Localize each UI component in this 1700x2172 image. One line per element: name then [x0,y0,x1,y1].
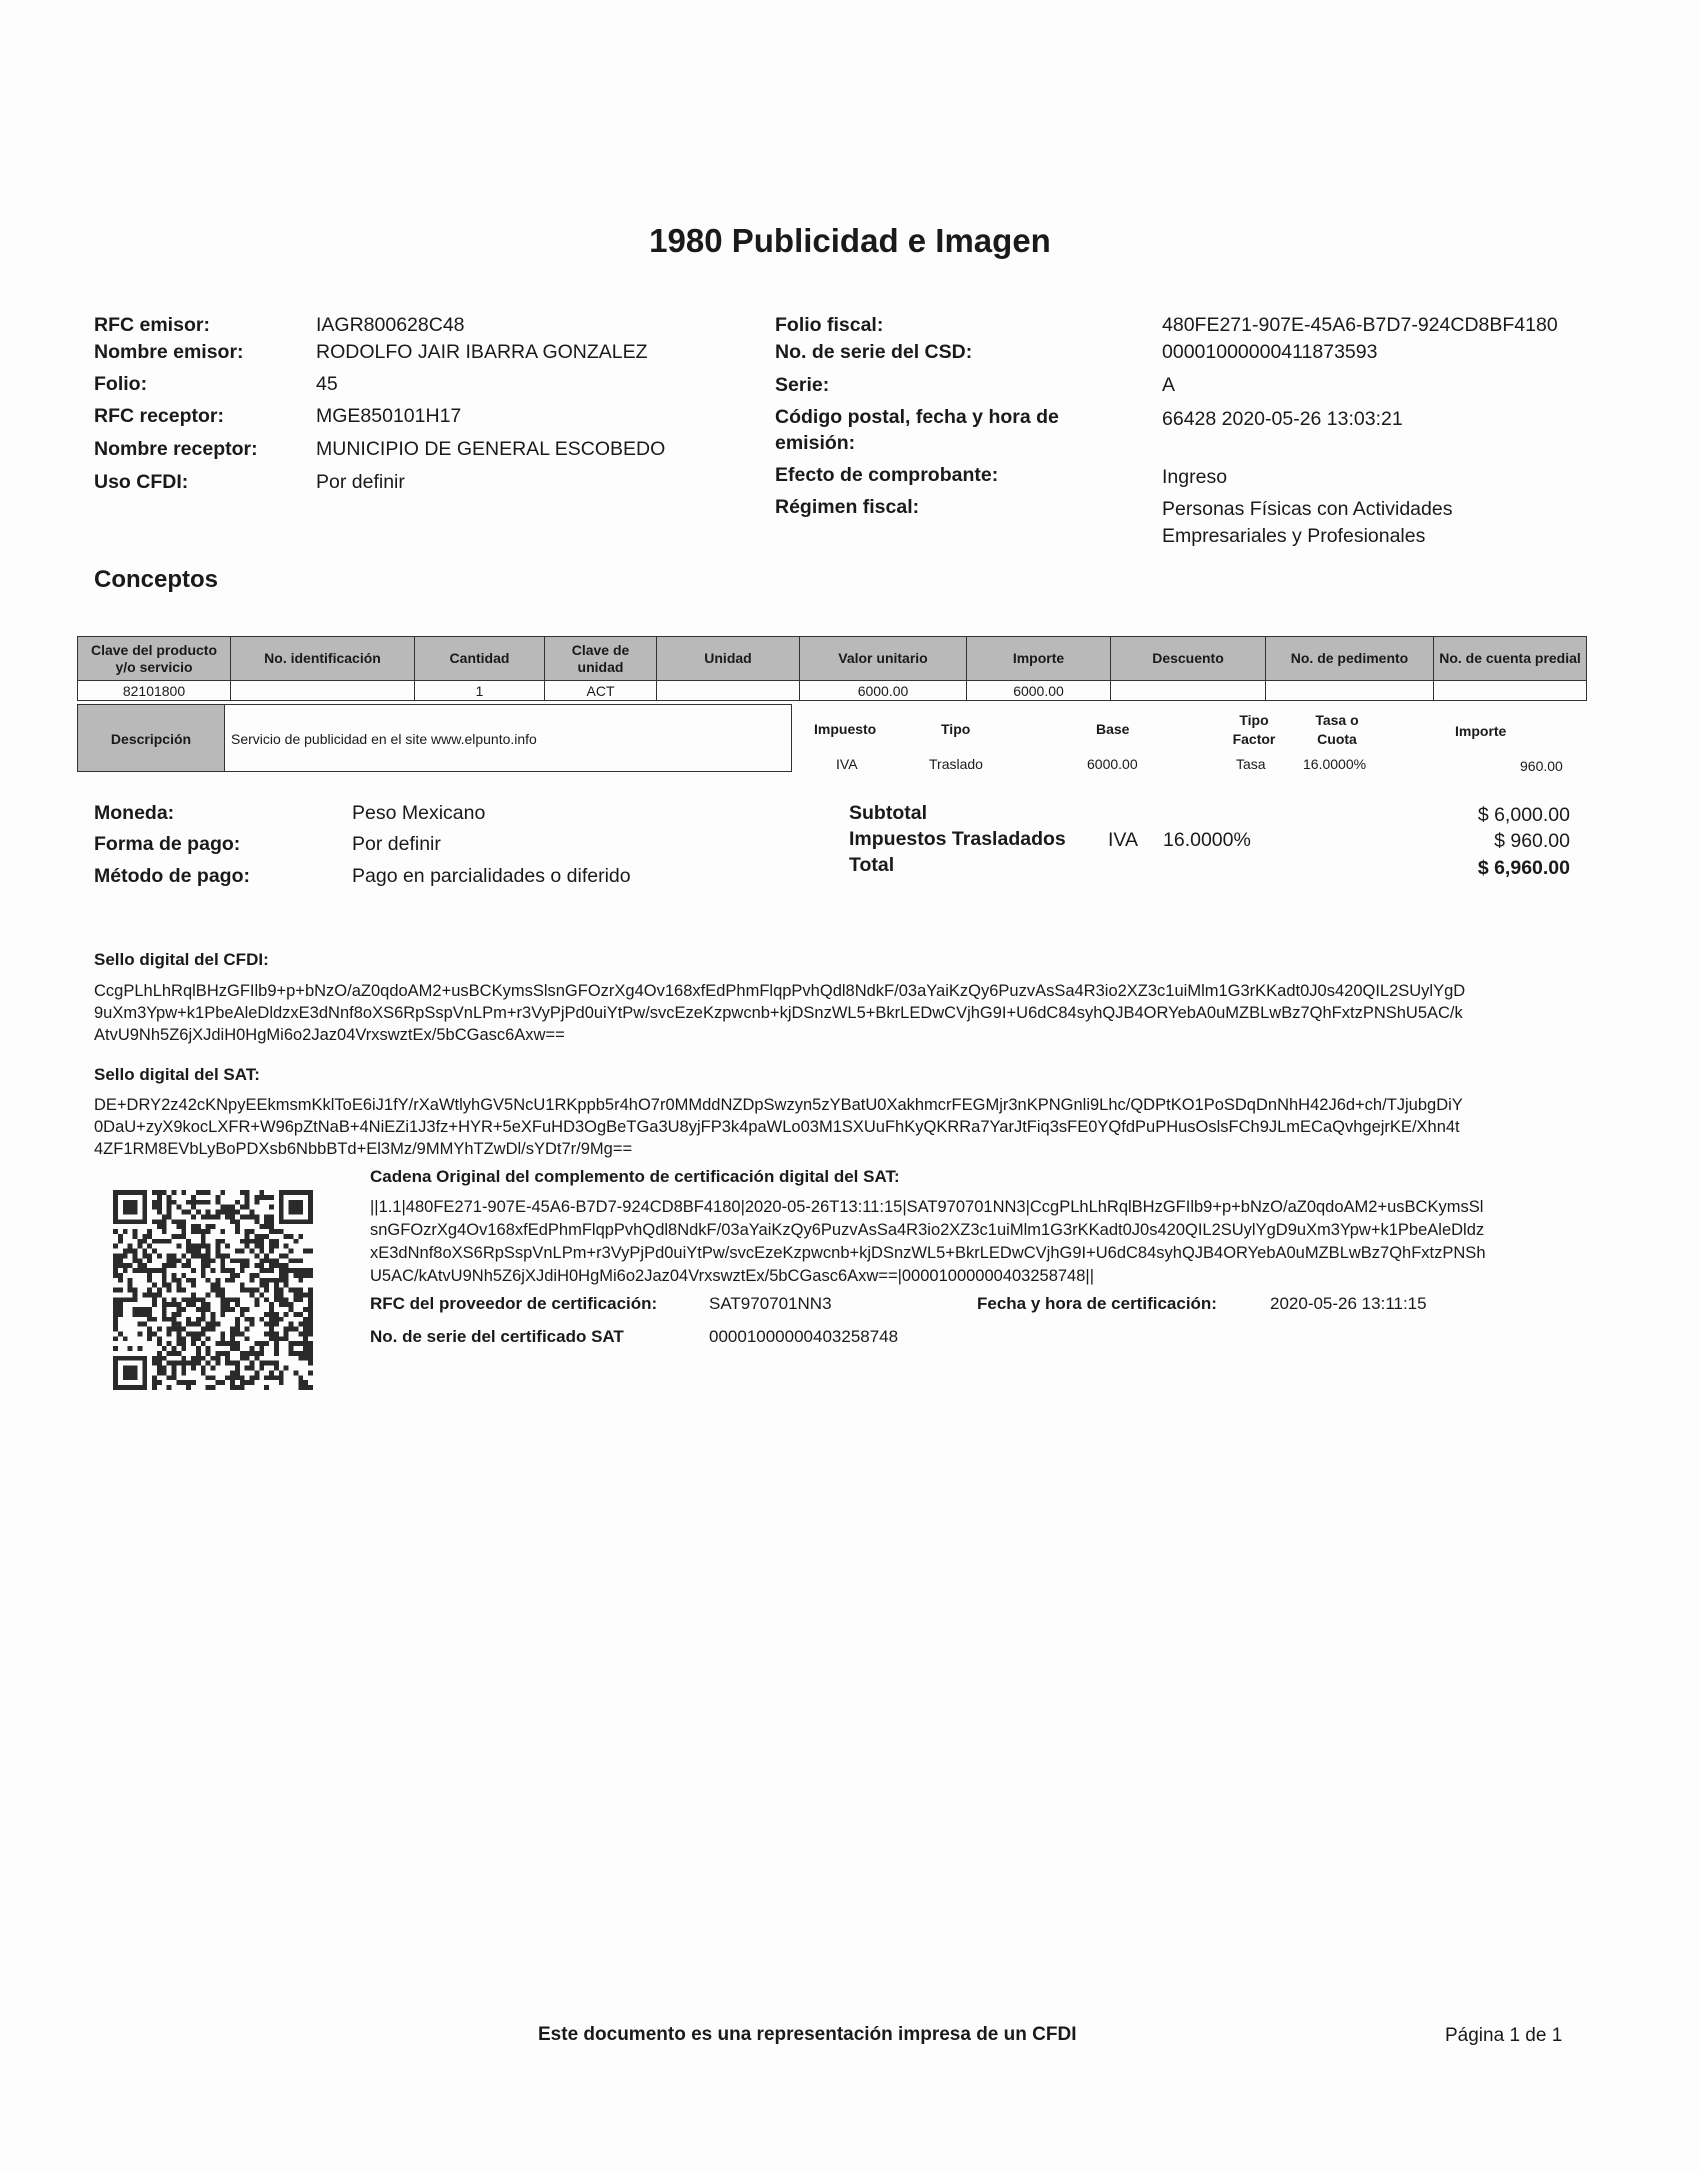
col-clave-unidad: Clave de unidad [545,637,657,681]
cell-descuento [1111,681,1266,701]
field-label: Nombre emisor: [94,341,244,363]
tax-tipo: Traslado [929,756,983,772]
col-importe: Importe [967,637,1111,681]
sello-sat-line: 0DaU+zyX9kocLXFR+W96pZtNaB+4NiEZi1J3fz+HYR+5eXFuHD3OgBeTGa3U8yjFP3k4paWLo03M1SXUuFhKyQKRRa7YarJtFiq3sFE0YQfdPuPHusOslsFCh9JLmECaQvhgejrKE/Xhn4t [94,1118,1460,1136]
sello-cfdi-line: AtvU9Nh5Z6jXJdiH0HgMi6o2Jaz04VrxswztEx/5bCGasc6Axw== [94,1026,565,1044]
cell-clave: 82101800 [78,681,231,701]
col-no-identificacion: No. identificación [231,637,415,681]
impuestos-label: Impuestos Trasladados [849,828,1066,850]
csd-value: 00001000000411873593 [1162,341,1378,363]
emisor-field [94,373,338,396]
serie-certificado-value: 00001000000403258748 [709,1327,899,1346]
cell-cantidad: 1 [415,681,545,701]
sello-sat-line: 4ZF1RM8EVbLyBoPDXsb6NbbBTd+El3Mz/9MMYhTZwDl/sYDt7r/9Mg== [94,1140,633,1158]
serie-certificado-label: No. de serie del certificado SAT [370,1327,624,1346]
payment-field [94,802,485,825]
field-label: Moneda: [94,802,175,824]
tax-header-impuesto: Impuesto [814,721,877,737]
total-value: $ 6,960.00 [1477,857,1570,879]
emisor-field [94,314,465,337]
regimen-label: Régimen fiscal: [775,496,920,518]
impuestos-tipo: IVA [1108,829,1138,851]
payment-field [94,833,441,856]
field-label: Forma de pago: [94,833,241,855]
field-value: Pago en parcialidades o diferido [352,865,631,887]
folio-fiscal-label: Folio fiscal: [775,314,884,336]
cadena-value [370,1196,1590,1288]
emisor-field [94,438,665,461]
regimen-value-line2: Empresariales y Profesionales [1162,525,1426,547]
sello-sat-value [94,1094,1604,1160]
subtotal-value: $ 6,000.00 [1477,804,1570,826]
tax-importe: 960.00 [1520,758,1563,774]
cp-label-line2: emisión: [775,432,856,454]
cell-no-ident [231,681,415,701]
descripcion-label: Descripción [77,704,225,772]
cadena-line: U5AC/kAtvU9Nh5Z6jXJdiH0HgMi6o2Jaz04VrxswztEx/5bCGasc6Axw==|00001000000403258748|| [370,1267,1094,1285]
field-label: RFC receptor: [94,405,225,427]
field-value: RODOLFO JAIR IBARRA GONZALEZ [316,341,648,363]
sello-sat-label: Sello digital del SAT: [94,1065,260,1084]
col-cuenta-predial: No. de cuenta predial [1434,637,1587,681]
fecha-certificacion-value: 2020-05-26 13:11:15 [1270,1294,1427,1313]
emisor-field [94,471,405,494]
conceptos-table [77,636,1587,701]
impuestos-tasa: 16.0000% [1163,829,1251,851]
col-valor-unitario: Valor unitario [800,637,967,681]
document-title: 1980 Publicidad e Imagen [649,222,1051,259]
col-unidad: Unidad [657,637,800,681]
field-value: 45 [316,373,338,395]
field-value: MGE850101H17 [316,405,462,427]
qr-code-icon [112,1190,314,1390]
regimen-value-line1: Personas Físicas con Actividades [1162,498,1453,520]
emisor-field [94,405,461,428]
field-label: Folio: [94,373,148,395]
csd-label: No. de serie del CSD: [775,341,973,363]
folio-fiscal-value: 480FE271-907E-45A6-B7D7-924CD8BF4180 [1162,314,1558,336]
field-value: Por definir [316,471,405,493]
tax-header-tasa: Tasa o Cuota [1315,712,1359,747]
field-value: Peso Mexicano [352,802,486,824]
descripcion-value: Servicio de publicidad en el site www.elpunto.info [224,704,792,772]
field-value: Por definir [352,833,441,855]
efecto-value: Ingreso [1162,466,1228,488]
cadena-line: xE3dNnf8oXS6RpSspVnLPm+r3VyPjPd0uiYtPw/svcEzeKzpwcnb+kjDSnzWL5+BkrLEDwCVjhG9I+U6dC84syhQJB4ORYebA0uMZBLwBz7QhFxtzPNSh [370,1244,1486,1262]
field-label: Método de pago: [94,865,250,887]
rfc-proveedor-value: SAT970701NN3 [709,1294,832,1313]
cadena-line: snGFOzrXg4Ov168xfEdPhmFlqpPvhQdl8NdkF/03aYaiKzQy6PuzvAsSa4R3io2XZ3c1uiMlm1G3rKKadt0J0s420QIL2SUylYgD9uXm3Ypw+k1PbeAleDldz [370,1221,1485,1239]
efecto-label: Efecto de comprobante: [775,464,999,486]
cell-clave-unidad: ACT [545,681,657,701]
rfc-proveedor-label: RFC del proveedor de certificación: [370,1294,658,1313]
field-label: Uso CFDI: [94,471,189,493]
total-label: Total [849,854,895,876]
sello-cfdi-label: Sello digital del CFDI: [94,950,269,969]
sello-cfdi-line: CcgPLhLhRqlBHzGFIlb9+p+bNzO/aZ0qdoAM2+usBCKymsSlsnGFOzrXg4Ov168xfEdPhmFlqpPvhQdl8NdkF/03aYaiKzQy6PuzvAsSa4R3io2XZ3c1uiMlm1G3rKKadt0J0s420QIL2SUylYgD [94,982,1466,1000]
field-value: MUNICIPIO DE GENERAL ESCOBEDO [316,438,666,460]
sello-sat-line: DE+DRY2z42cKNpyEEkmsmKklToE6iJ1fY/rXaWtlyhGV5NcU1RKppb5r4hO7r0MMddNZDpSwzyn5zYBatU0XakhmcrFEGMjr3nKPNGnli9Lhc/QDPtKO1PoSDqDnNhH42J6d+ch/TJjubgDiY [94,1096,1463,1114]
cell-importe: 6000.00 [967,681,1111,701]
field-label: RFC emisor: [94,314,210,336]
sello-cfdi-value [94,980,1604,1046]
cp-label-line1: Código postal, fecha y hora de [775,406,1059,428]
cadena-label: Cadena Original del complemento de certificación digital del SAT: [370,1167,900,1186]
tax-impuesto: IVA [836,756,858,772]
footer-note: Este documento es una representación impresa de un CFDI [538,2024,1077,2045]
cp-value: 66428 2020-05-26 13:03:21 [1162,408,1403,430]
fecha-certificacion-label: Fecha y hora de certificación: [977,1294,1217,1313]
conceptos-heading: Conceptos [94,566,219,593]
col-cantidad: Cantidad [415,637,545,681]
cell-cuenta-predial [1434,681,1587,701]
col-descuento: Descuento [1111,637,1266,681]
tax-header-importe: Importe [1455,723,1507,739]
col-clave-producto: Clave del producto y/o servicio [78,637,231,681]
serie-value: A [1162,374,1176,396]
field-value: IAGR800628C48 [316,314,465,336]
payment-field [94,865,631,888]
sello-cfdi-line: 9uXm3Ypw+k1PbeAleDldzxE3dNnf8oXS6RpSspVnLPm+r3VyPjPd0uiYtPw/svcEzeKzpwcnb+kjDSnzWL5+BkrLEDwCVjhG9I+U6dC84syhQJB4ORYebA0uMZBLwBz7QhFxtzPNShU5AC/k [94,1004,1463,1022]
tax-header-base: Base [1096,721,1130,737]
tax-tasa: 16.0000% [1303,756,1367,772]
page-number: Página 1 de 1 [1445,2025,1563,2046]
tax-header-tipo-factor: Tipo Factor [1232,712,1276,747]
cell-unidad [657,681,800,701]
cell-pedimento [1266,681,1434,701]
serie-label: Serie: [775,374,830,396]
tax-header-tipo: Tipo [941,721,971,737]
subtotal-label: Subtotal [849,802,927,824]
tax-tipo-factor: Tasa [1236,756,1266,772]
field-label: Nombre receptor: [94,438,258,460]
tax-base: 6000.00 [1087,756,1138,772]
emisor-field [94,341,648,364]
impuestos-value: $ 960.00 [1494,830,1570,852]
cell-valor-unitario: 6000.00 [800,681,967,701]
col-pedimento: No. de pedimento [1266,637,1434,681]
table-row [78,681,1587,701]
cadena-line: ||1.1|480FE271-907E-45A6-B7D7-924CD8BF4180|2020-05-26T13:11:15|SAT970701NN3|CcgPLhLhRqlBHzGFIlb9+p+bNzO/aZ0qdoAM2+usBCKymsSl [370,1198,1484,1216]
conceptos-header-row [78,637,1587,681]
